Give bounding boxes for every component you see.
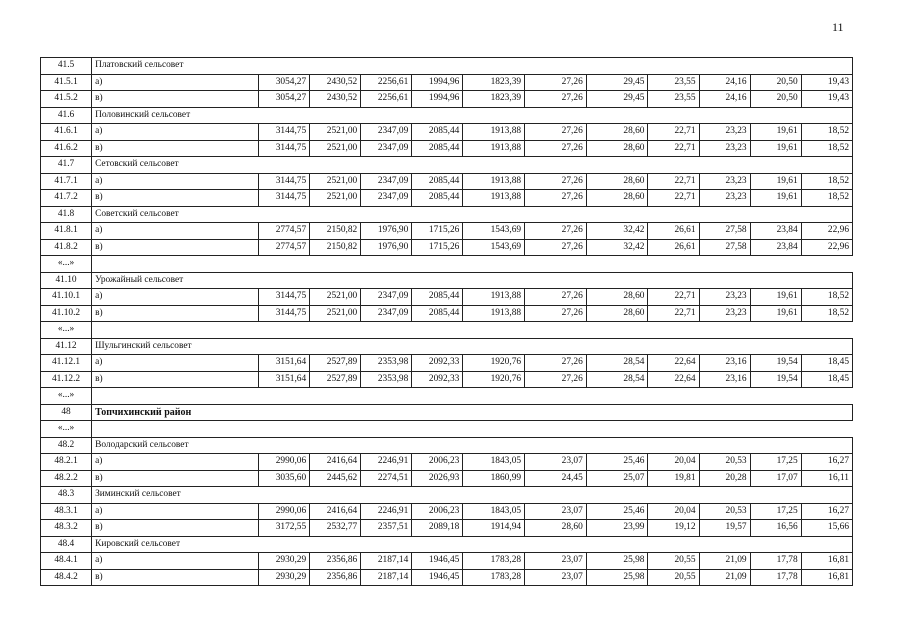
table-row <box>41 173 853 190</box>
value-cell: 1843,05 <box>463 454 525 471</box>
row-code: 41.6.2 <box>41 140 92 157</box>
value-cell: 19,43 <box>801 91 852 108</box>
value-cell: 1783,28 <box>463 553 525 570</box>
row-title: Зиминский сельсовет <box>92 487 853 504</box>
value-cell: 3054,27 <box>259 91 310 108</box>
row-title: Платовский сельсовет <box>92 58 853 75</box>
value-cell: 1715,26 <box>412 239 463 256</box>
value-cell: 25,07 <box>586 470 648 487</box>
value-cell: 1994,96 <box>412 91 463 108</box>
council-header-row <box>41 107 853 124</box>
value-cell: 20,53 <box>699 454 750 471</box>
value-cell: 1843,05 <box>463 503 525 520</box>
value-cell: 2085,44 <box>412 124 463 141</box>
value-cell: 2430,52 <box>310 74 361 91</box>
row-code: 41.10 <box>41 272 92 289</box>
value-cell: 19,61 <box>750 140 801 157</box>
omission-marker: «...» <box>41 322 92 339</box>
value-cell: 2521,00 <box>310 305 361 322</box>
value-cell: 2006,23 <box>412 503 463 520</box>
value-cell: 19,61 <box>750 173 801 190</box>
value-cell: 2256,61 <box>361 74 412 91</box>
value-cell: 18,52 <box>801 305 852 322</box>
value-cell: 19,54 <box>750 355 801 372</box>
omission-row <box>41 256 853 273</box>
value-cell: 22,71 <box>648 140 699 157</box>
row-code: 48.2.1 <box>41 454 92 471</box>
value-cell: 16,11 <box>801 470 852 487</box>
value-cell: 3144,75 <box>259 190 310 207</box>
row-code: 41.5 <box>41 58 92 75</box>
row-code: 48.3.1 <box>41 503 92 520</box>
value-cell: 17,25 <box>750 454 801 471</box>
row-code: 41.12 <box>41 338 92 355</box>
value-cell: 27,26 <box>525 355 587 372</box>
value-cell: 18,52 <box>801 173 852 190</box>
value-cell: 25,46 <box>586 454 648 471</box>
omission-filler <box>92 256 853 273</box>
value-cell: 23,23 <box>699 140 750 157</box>
value-cell: 22,71 <box>648 190 699 207</box>
council-header-row <box>41 157 853 174</box>
table-row <box>41 553 853 570</box>
value-cell: 24,16 <box>699 91 750 108</box>
value-cell: 3035,60 <box>259 470 310 487</box>
value-cell: 29,45 <box>586 74 648 91</box>
value-cell: 2930,29 <box>259 569 310 586</box>
row-variant: в) <box>92 371 259 388</box>
table-row <box>41 239 853 256</box>
value-cell: 1920,76 <box>463 371 525 388</box>
row-variant: а) <box>92 223 259 240</box>
value-cell: 2930,29 <box>259 553 310 570</box>
value-cell: 3172,55 <box>259 520 310 537</box>
value-cell: 27,26 <box>525 305 587 322</box>
table-row <box>41 454 853 471</box>
value-cell: 28,60 <box>586 140 648 157</box>
value-cell: 2445,62 <box>310 470 361 487</box>
council-header-row <box>41 536 853 553</box>
value-cell: 3054,27 <box>259 74 310 91</box>
value-cell: 18,52 <box>801 190 852 207</box>
value-cell: 2990,06 <box>259 503 310 520</box>
table-row <box>41 520 853 537</box>
row-code: 41.10.2 <box>41 305 92 322</box>
value-cell: 2521,00 <box>310 289 361 306</box>
value-cell: 19,61 <box>750 305 801 322</box>
value-cell: 27,26 <box>525 124 587 141</box>
value-cell: 25,46 <box>586 503 648 520</box>
value-cell: 22,64 <box>648 371 699 388</box>
row-variant: в) <box>92 470 259 487</box>
value-cell: 18,52 <box>801 140 852 157</box>
value-cell: 23,16 <box>699 371 750 388</box>
value-cell: 18,52 <box>801 124 852 141</box>
value-cell: 26,61 <box>648 239 699 256</box>
value-cell: 27,26 <box>525 173 587 190</box>
value-cell: 23,23 <box>699 289 750 306</box>
value-cell: 19,12 <box>648 520 699 537</box>
row-variant: в) <box>92 569 259 586</box>
value-cell: 1946,45 <box>412 553 463 570</box>
value-cell: 27,58 <box>699 239 750 256</box>
value-cell: 32,42 <box>586 239 648 256</box>
row-title: Кировский сельсовет <box>92 536 853 553</box>
value-cell: 2274,51 <box>361 470 412 487</box>
value-cell: 2089,18 <box>412 520 463 537</box>
value-cell: 1976,90 <box>361 223 412 240</box>
value-cell: 28,60 <box>586 190 648 207</box>
value-cell: 2774,57 <box>259 239 310 256</box>
value-cell: 21,09 <box>699 553 750 570</box>
value-cell: 23,55 <box>648 91 699 108</box>
table-row <box>41 74 853 91</box>
value-cell: 2527,89 <box>310 371 361 388</box>
value-cell: 23,84 <box>750 239 801 256</box>
value-cell: 22,71 <box>648 305 699 322</box>
value-cell: 2521,00 <box>310 173 361 190</box>
table-row <box>41 289 853 306</box>
row-variant: в) <box>92 239 259 256</box>
value-cell: 3144,75 <box>259 289 310 306</box>
value-cell: 3144,75 <box>259 305 310 322</box>
value-cell: 2092,33 <box>412 355 463 372</box>
value-cell: 3151,64 <box>259 355 310 372</box>
value-cell: 23,23 <box>699 173 750 190</box>
row-code: 41.6.1 <box>41 124 92 141</box>
row-code: 41.12.1 <box>41 355 92 372</box>
value-cell: 2092,33 <box>412 371 463 388</box>
value-cell: 2085,44 <box>412 289 463 306</box>
omission-marker: «...» <box>41 388 92 405</box>
value-cell: 2150,82 <box>310 223 361 240</box>
value-cell: 17,25 <box>750 503 801 520</box>
value-cell: 1913,88 <box>463 190 525 207</box>
row-variant: а) <box>92 553 259 570</box>
table-row <box>41 305 853 322</box>
row-variant: в) <box>92 190 259 207</box>
value-cell: 23,23 <box>699 305 750 322</box>
row-variant: в) <box>92 91 259 108</box>
value-cell: 20,53 <box>699 503 750 520</box>
value-cell: 3144,75 <box>259 124 310 141</box>
table-row <box>41 190 853 207</box>
row-variant: а) <box>92 74 259 91</box>
value-cell: 1913,88 <box>463 173 525 190</box>
value-cell: 27,26 <box>525 371 587 388</box>
value-cell: 2353,98 <box>361 371 412 388</box>
omission-marker: «...» <box>41 256 92 273</box>
value-cell: 20,04 <box>648 454 699 471</box>
council-header-row <box>41 272 853 289</box>
value-cell: 1913,88 <box>463 289 525 306</box>
value-cell: 2085,44 <box>412 190 463 207</box>
value-cell: 23,99 <box>586 520 648 537</box>
value-cell: 27,26 <box>525 239 587 256</box>
value-cell: 2187,14 <box>361 553 412 570</box>
value-cell: 17,78 <box>750 553 801 570</box>
row-title: Советский сельсовет <box>92 206 853 223</box>
row-code: 41.7.2 <box>41 190 92 207</box>
row-variant: а) <box>92 454 259 471</box>
value-cell: 2356,86 <box>310 553 361 570</box>
page-number: 11 <box>832 20 844 34</box>
row-code: 48.3.2 <box>41 520 92 537</box>
value-cell: 23,16 <box>699 355 750 372</box>
row-code: 48.4.2 <box>41 569 92 586</box>
row-variant: в) <box>92 305 259 322</box>
row-variant: а) <box>92 355 259 372</box>
row-variant: а) <box>92 503 259 520</box>
row-code: 41.10.1 <box>41 289 92 306</box>
value-cell: 16,27 <box>801 454 852 471</box>
value-cell: 2026,93 <box>412 470 463 487</box>
value-cell: 28,60 <box>586 124 648 141</box>
value-cell: 2774,57 <box>259 223 310 240</box>
row-code: 48 <box>41 404 92 421</box>
value-cell: 27,26 <box>525 91 587 108</box>
value-cell: 3151,64 <box>259 371 310 388</box>
omission-filler <box>92 421 853 438</box>
row-variant: а) <box>92 124 259 141</box>
row-title: Сетовский сельсовет <box>92 157 853 174</box>
tariff-table <box>40 57 853 586</box>
value-cell: 2416,64 <box>310 503 361 520</box>
value-cell: 28,54 <box>586 355 648 372</box>
value-cell: 19,57 <box>699 520 750 537</box>
value-cell: 2532,77 <box>310 520 361 537</box>
value-cell: 2347,09 <box>361 140 412 157</box>
value-cell: 2256,61 <box>361 91 412 108</box>
row-code: 41.8.2 <box>41 239 92 256</box>
value-cell: 16,56 <box>750 520 801 537</box>
value-cell: 19,61 <box>750 289 801 306</box>
value-cell: 23,23 <box>699 124 750 141</box>
value-cell: 20,04 <box>648 503 699 520</box>
omission-row <box>41 322 853 339</box>
row-code: 48.2.2 <box>41 470 92 487</box>
value-cell: 2347,09 <box>361 124 412 141</box>
value-cell: 25,98 <box>586 569 648 586</box>
value-cell: 1994,96 <box>412 74 463 91</box>
value-cell: 2347,09 <box>361 289 412 306</box>
value-cell: 20,50 <box>750 74 801 91</box>
row-variant: а) <box>92 289 259 306</box>
value-cell: 2521,00 <box>310 140 361 157</box>
row-code: 41.5.1 <box>41 74 92 91</box>
value-cell: 32,42 <box>586 223 648 240</box>
table-row <box>41 355 853 372</box>
value-cell: 1823,39 <box>463 91 525 108</box>
value-cell: 21,09 <box>699 569 750 586</box>
row-code: 48.4 <box>41 536 92 553</box>
value-cell: 2527,89 <box>310 355 361 372</box>
value-cell: 2085,44 <box>412 140 463 157</box>
value-cell: 1715,26 <box>412 223 463 240</box>
table-row <box>41 91 853 108</box>
table-body <box>41 58 853 586</box>
value-cell: 1913,88 <box>463 140 525 157</box>
council-header-row <box>41 437 853 454</box>
value-cell: 19,61 <box>750 124 801 141</box>
omission-row <box>41 388 853 405</box>
value-cell: 17,78 <box>750 569 801 586</box>
council-header-row <box>41 338 853 355</box>
value-cell: 24,16 <box>699 74 750 91</box>
value-cell: 2085,44 <box>412 305 463 322</box>
value-cell: 22,64 <box>648 355 699 372</box>
row-code: 41.6 <box>41 107 92 124</box>
value-cell: 1920,76 <box>463 355 525 372</box>
value-cell: 15,66 <box>801 520 852 537</box>
value-cell: 1860,99 <box>463 470 525 487</box>
value-cell: 16,27 <box>801 503 852 520</box>
value-cell: 1913,88 <box>463 305 525 322</box>
value-cell: 23,55 <box>648 74 699 91</box>
row-code: 41.5.2 <box>41 91 92 108</box>
value-cell: 2357,51 <box>361 520 412 537</box>
row-variant: а) <box>92 173 259 190</box>
table-row <box>41 140 853 157</box>
value-cell: 1823,39 <box>463 74 525 91</box>
value-cell: 20,55 <box>648 569 699 586</box>
table-row <box>41 569 853 586</box>
table-row <box>41 470 853 487</box>
value-cell: 3144,75 <box>259 173 310 190</box>
row-title: Половинский сельсовет <box>92 107 853 124</box>
value-cell: 2347,09 <box>361 190 412 207</box>
value-cell: 16,81 <box>801 553 852 570</box>
value-cell: 2347,09 <box>361 305 412 322</box>
row-code: 41.8.1 <box>41 223 92 240</box>
row-code: 41.7 <box>41 157 92 174</box>
value-cell: 19,54 <box>750 371 801 388</box>
omission-filler <box>92 388 853 405</box>
value-cell: 2430,52 <box>310 91 361 108</box>
value-cell: 20,50 <box>750 91 801 108</box>
row-title: Урожайный сельсовет <box>92 272 853 289</box>
omission-row <box>41 421 853 438</box>
row-code: 41.8 <box>41 206 92 223</box>
omission-marker: «...» <box>41 421 92 438</box>
value-cell: 28,60 <box>586 289 648 306</box>
value-cell: 18,52 <box>801 289 852 306</box>
value-cell: 1976,90 <box>361 239 412 256</box>
row-title: Володарский сельсовет <box>92 437 853 454</box>
table-row <box>41 371 853 388</box>
row-code: 48.2 <box>41 437 92 454</box>
value-cell: 23,07 <box>525 569 587 586</box>
value-cell: 28,60 <box>586 305 648 322</box>
value-cell: 2246,91 <box>361 503 412 520</box>
value-cell: 1946,45 <box>412 569 463 586</box>
value-cell: 18,45 <box>801 355 852 372</box>
value-cell: 25,98 <box>586 553 648 570</box>
value-cell: 2990,06 <box>259 454 310 471</box>
value-cell: 2150,82 <box>310 239 361 256</box>
value-cell: 18,45 <box>801 371 852 388</box>
value-cell: 20,28 <box>699 470 750 487</box>
value-cell: 2416,64 <box>310 454 361 471</box>
value-cell: 20,55 <box>648 553 699 570</box>
value-cell: 2521,00 <box>310 124 361 141</box>
value-cell: 2187,14 <box>361 569 412 586</box>
value-cell: 27,26 <box>525 289 587 306</box>
council-header-row <box>41 487 853 504</box>
value-cell: 24,45 <box>525 470 587 487</box>
value-cell: 17,07 <box>750 470 801 487</box>
value-cell: 22,96 <box>801 239 852 256</box>
value-cell: 1914,94 <box>463 520 525 537</box>
value-cell: 27,26 <box>525 223 587 240</box>
value-cell: 1783,28 <box>463 569 525 586</box>
council-header-row <box>41 206 853 223</box>
value-cell: 2356,86 <box>310 569 361 586</box>
value-cell: 22,71 <box>648 173 699 190</box>
value-cell: 27,26 <box>525 140 587 157</box>
value-cell: 27,58 <box>699 223 750 240</box>
value-cell: 2246,91 <box>361 454 412 471</box>
value-cell: 28,60 <box>525 520 587 537</box>
council-header-row <box>41 58 853 75</box>
value-cell: 19,61 <box>750 190 801 207</box>
value-cell: 23,07 <box>525 553 587 570</box>
value-cell: 28,60 <box>586 173 648 190</box>
value-cell: 1913,88 <box>463 124 525 141</box>
table-row <box>41 503 853 520</box>
value-cell: 2006,23 <box>412 454 463 471</box>
value-cell: 23,23 <box>699 190 750 207</box>
value-cell: 22,96 <box>801 223 852 240</box>
value-cell: 27,26 <box>525 190 587 207</box>
table-row <box>41 223 853 240</box>
value-cell: 2347,09 <box>361 173 412 190</box>
value-cell: 2521,00 <box>310 190 361 207</box>
row-code: 48.3 <box>41 487 92 504</box>
row-code: 41.7.1 <box>41 173 92 190</box>
value-cell: 19,81 <box>648 470 699 487</box>
value-cell: 23,84 <box>750 223 801 240</box>
value-cell: 1543,69 <box>463 239 525 256</box>
value-cell: 23,07 <box>525 454 587 471</box>
value-cell: 19,43 <box>801 74 852 91</box>
value-cell: 2353,98 <box>361 355 412 372</box>
row-variant: в) <box>92 140 259 157</box>
value-cell: 26,61 <box>648 223 699 240</box>
row-variant: в) <box>92 520 259 537</box>
value-cell: 16,81 <box>801 569 852 586</box>
value-cell: 28,54 <box>586 371 648 388</box>
district-header-row <box>41 404 853 421</box>
value-cell: 27,26 <box>525 74 587 91</box>
value-cell: 1543,69 <box>463 223 525 240</box>
value-cell: 29,45 <box>586 91 648 108</box>
row-title: Шульгинский сельсовет <box>92 338 853 355</box>
value-cell: 2085,44 <box>412 173 463 190</box>
value-cell: 22,71 <box>648 289 699 306</box>
value-cell: 23,07 <box>525 503 587 520</box>
value-cell: 3144,75 <box>259 140 310 157</box>
row-code: 48.4.1 <box>41 553 92 570</box>
row-code: 41.12.2 <box>41 371 92 388</box>
row-title: Топчихинский район <box>92 404 853 421</box>
table-row <box>41 124 853 141</box>
omission-filler <box>92 322 853 339</box>
value-cell: 22,71 <box>648 124 699 141</box>
